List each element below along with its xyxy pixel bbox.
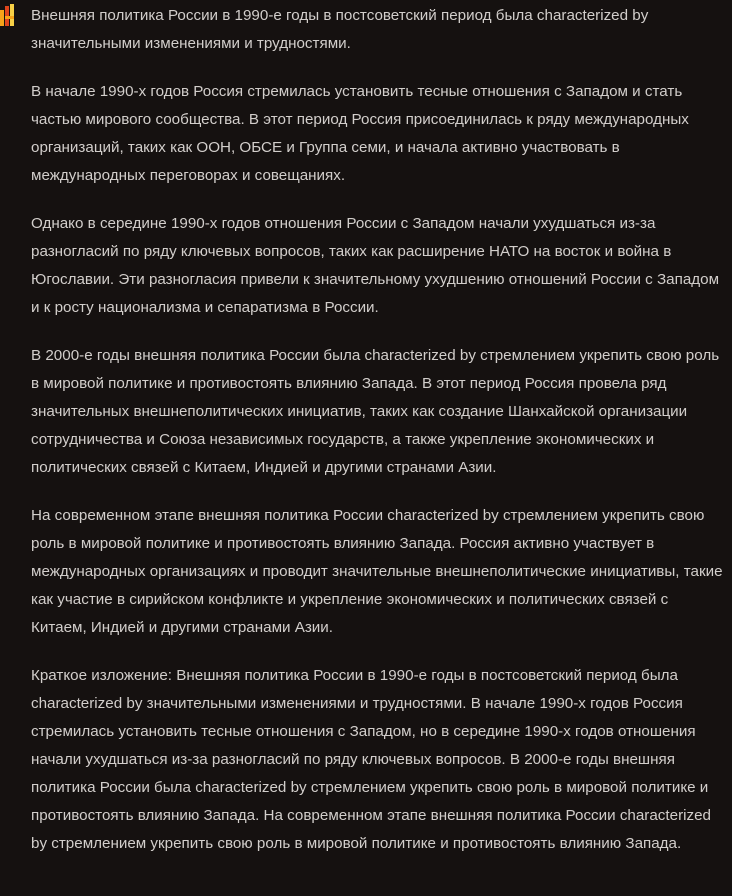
message-paragraph: В начале 1990-х годов Россия стремилась установить тесные отношения с Западом и стать частью мирового сообщества. В этот период Россия присоединилась к ряду международных организаций, таких как ООН, ОБСЕ и Группа семи, и начала активно участвовать в международных переговорах и совещаниях. xyxy=(31,83,689,184)
message-paragraph: Однако в середине 1990-х годов отношения России с Западом начали ухудшаться из-за разногласий по ряду ключевых вопросов, таких как расширение НАТО на восток и война в Югославии. Эти разногласия привели к значительному ухудшению отношений России с Западом и к росту национализма и сепаратизма в России. xyxy=(31,215,720,316)
message-paragraph: Внешняя политика России в 1990-е годы в постсоветский период была characterized by значительными изменениями и трудностями. xyxy=(31,7,649,52)
message-paragraph: В 2000-е годы внешняя политика России была characterized by стремлением укрепить свою роль в мировой политике и противостоять влиянию Запада. В этот период Россия провела ряд значительных внешнеполитических инициатив, таких как создание Шанхайской организации сотрудничества и Союза независимых государств, а также укрепление экономических и политических связей с Китаем, Индией и другими странами Азии. xyxy=(31,347,720,476)
message-paragraph: На современном этапе внешняя политика России characterized by стремлением укрепить свою роль в мировой политике и противостоять влиянию Запада. Россия активно участвует в международных организациях и проводит значительные внешнеполитические инициативы, такие как участие в сирийском конфликте и укрепление экономических и политических связей с Китаем, Индией и другими странами Азии. xyxy=(31,507,723,636)
assistant-avatar-icon xyxy=(0,4,14,26)
assistant-avatar-glyph xyxy=(0,4,14,26)
assistant-message xyxy=(31,2,726,878)
message-paragraph: Краткое изложение: Внешняя политика России в 1990-е годы в постсоветский период была characterized by значительными изменениями и трудностями. В начале 1990-х годов Россия стремилась установить тесные отношения с Западом, но в середине 1990-х годов отношения начали ухудшаться из-за разногласий по ряду ключевых вопросов. В 2000-е годы внешняя политика России была characterized by стремлением укрепить свою роль в мировой политике и противостоять влиянию Запада. На современном этапе внешняя политика России characterized by стремлением укрепить свою роль в мировой политике и противостоять влиянию Запада. xyxy=(31,667,711,852)
